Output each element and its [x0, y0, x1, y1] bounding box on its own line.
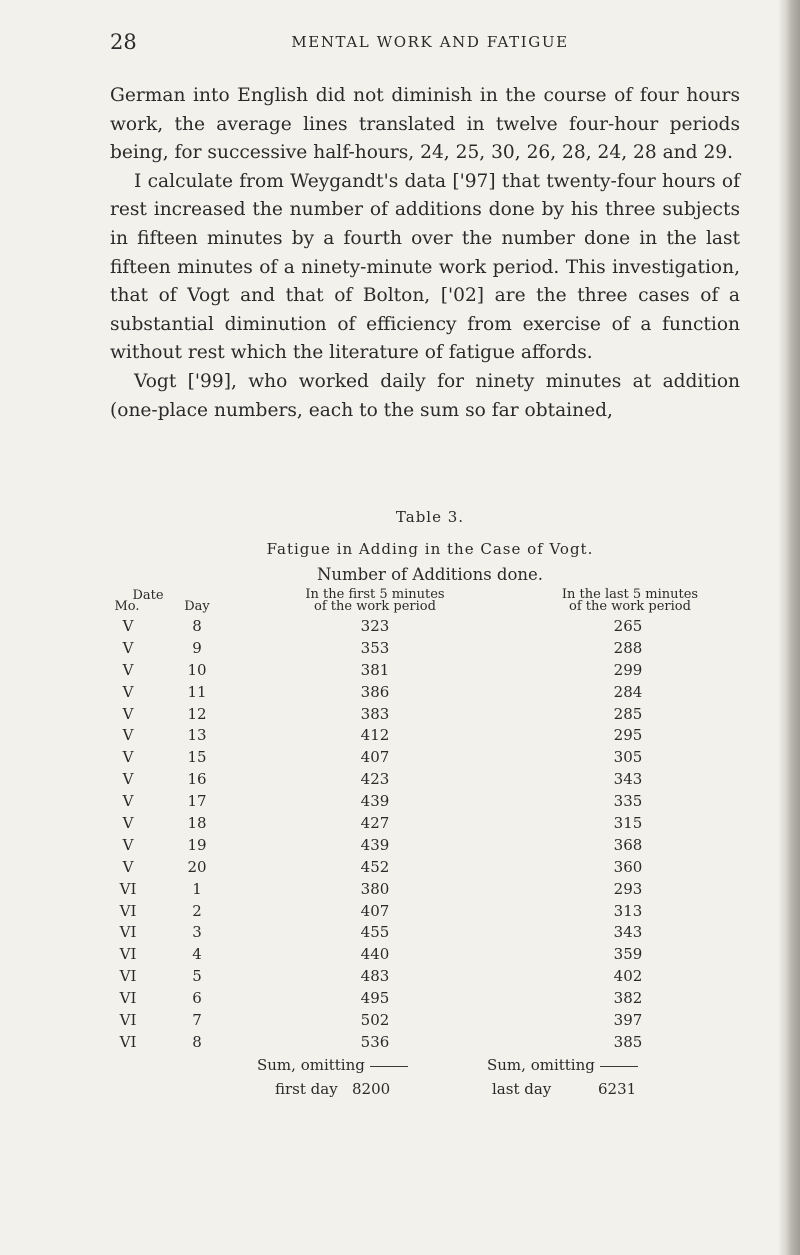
sum-first-label-line1	[257, 1056, 408, 1074]
cell-month: VI	[119, 923, 137, 942]
cell-last: 343	[613, 770, 643, 789]
sum-rule	[600, 1066, 638, 1067]
table-row	[0, 967, 800, 989]
sum-first-value: 8200	[352, 1080, 391, 1098]
cell-month: V	[122, 617, 134, 635]
table-row	[0, 1011, 800, 1033]
cell-month: V	[122, 638, 134, 657]
table-subtitle: Number of Additions done.	[316, 565, 544, 584]
table-row	[0, 617, 800, 639]
cell-last: 402	[613, 967, 643, 986]
cell-day: 6	[192, 989, 202, 1008]
cell-day: 15	[187, 748, 207, 767]
cell-first: 439	[360, 792, 390, 811]
cell-month: VI	[119, 1011, 137, 1030]
cell-first: 412	[360, 726, 390, 745]
table-row	[0, 836, 800, 858]
cell-first: 502	[360, 1011, 390, 1030]
cell-first: 381	[360, 660, 390, 679]
running-title: MENTAL WORK AND FATIGUE	[291, 33, 569, 51]
table-row	[0, 639, 800, 661]
cell-last: 293	[613, 879, 643, 898]
cell-day: 5	[192, 967, 202, 986]
cell-first: 407	[360, 748, 390, 767]
sum-last-label-text: Sum, omitting	[487, 1056, 595, 1074]
table-row	[0, 1033, 800, 1055]
cell-last: 288	[613, 638, 643, 657]
cell-day: 2	[192, 901, 202, 920]
cell-last: 359	[613, 945, 643, 964]
cell-last: 385	[613, 1032, 643, 1051]
table-row	[0, 880, 800, 902]
cell-first: 386	[360, 682, 390, 701]
table-row	[0, 945, 800, 967]
cell-day: 3	[192, 923, 202, 942]
cell-first: 423	[360, 770, 390, 789]
column-header-last-line2: of the work period	[569, 599, 691, 614]
table-row	[0, 748, 800, 770]
cell-last: 360	[613, 857, 643, 876]
cell-day: 13	[187, 726, 207, 745]
cell-month: V	[122, 704, 134, 723]
cell-month: VI	[119, 989, 137, 1008]
cell-day: 1	[192, 879, 202, 898]
cell-first: 323	[360, 617, 390, 635]
cell-day: 17	[187, 792, 207, 811]
cell-first: 427	[360, 814, 390, 833]
paragraph: I calculate from Weygandt's data ['97] that twenty-four hours of rest increased the number of additions done by his three subjects in fifteen minutes by a fourth over the number done in the last fifteen minutes of a ninety-minute work period. This investigation, that of Vogt and that of Bolton, ['02] are the three cases of a substantial diminution of efficiency from exercise of a function without rest which the literature of fatigue affords.	[110, 170, 740, 364]
cell-first: 407	[360, 901, 390, 920]
page-header	[110, 30, 750, 60]
cell-first: 383	[360, 704, 390, 723]
cell-first: 536	[360, 1032, 390, 1051]
cell-day: 8	[192, 617, 202, 635]
table-row	[0, 770, 800, 792]
cell-month: V	[122, 682, 134, 701]
cell-day: 16	[187, 770, 207, 789]
sum-rule	[370, 1066, 408, 1067]
table-row	[0, 683, 800, 705]
cell-day: 18	[187, 814, 207, 833]
cell-last: 368	[613, 835, 643, 854]
cell-month: V	[122, 814, 134, 833]
cell-last: 335	[613, 792, 643, 811]
cell-day: 9	[192, 638, 202, 657]
column-header-day: Day	[184, 599, 210, 614]
cell-day: 19	[187, 835, 207, 854]
table-label: Table 3.	[395, 508, 465, 526]
cell-day: 11	[187, 682, 207, 701]
cell-first: 452	[360, 857, 390, 876]
table-row	[0, 814, 800, 836]
column-header-month: Mo.	[114, 599, 140, 614]
cell-last: 285	[613, 704, 643, 723]
cell-first: 455	[360, 923, 390, 942]
cell-last: 295	[613, 726, 643, 745]
column-header-first-line1: In the first 5 minutes	[305, 587, 445, 602]
page-number: 28	[110, 30, 137, 54]
cell-month: V	[122, 660, 134, 679]
table-title: Fatigue in Adding in the Case of Vogt.	[266, 540, 594, 558]
table-row	[0, 661, 800, 683]
cell-day: 20	[187, 857, 207, 876]
table-row	[0, 858, 800, 880]
cell-last: 284	[613, 682, 643, 701]
table-row	[0, 923, 800, 945]
paragraph: Vogt ['99], who worked daily for ninety minutes at addition (one-place numbers, each to the sum so far obtained,	[110, 370, 740, 421]
cell-day: 7	[192, 1011, 202, 1030]
cell-month: V	[122, 835, 134, 854]
cell-day: 4	[192, 945, 202, 964]
cell-month: V	[122, 792, 134, 811]
cell-day: 10	[187, 660, 207, 679]
cell-first: 353	[360, 638, 390, 657]
cell-last: 313	[613, 901, 643, 920]
cell-day: 12	[187, 704, 207, 723]
cell-last: 265	[613, 617, 643, 635]
cell-month: VI	[119, 1032, 137, 1051]
cell-month: V	[122, 748, 134, 767]
cell-last: 299	[613, 660, 643, 679]
cell-last: 382	[613, 989, 643, 1008]
sum-first-label-line2: first day	[275, 1080, 338, 1098]
table-body	[0, 617, 800, 1055]
cell-month: VI	[119, 945, 137, 964]
cell-month: VI	[119, 879, 137, 898]
cell-month: VI	[119, 967, 137, 986]
cell-last: 315	[613, 814, 643, 833]
cell-last: 397	[613, 1011, 643, 1030]
table-row	[0, 989, 800, 1011]
cell-first: 380	[360, 879, 390, 898]
table-row	[0, 726, 800, 748]
cell-month: V	[122, 726, 134, 745]
cell-first: 439	[360, 835, 390, 854]
table-row	[0, 792, 800, 814]
column-header-last-line1: In the last 5 minutes	[561, 587, 699, 602]
sum-first-label-text: Sum, omitting	[257, 1056, 365, 1074]
table-row	[0, 705, 800, 727]
cell-month: V	[122, 857, 134, 876]
column-header-first-line2: of the work period	[314, 599, 436, 614]
sum-last-label-line1	[487, 1056, 638, 1074]
cell-first: 440	[360, 945, 390, 964]
column-header-date: Date	[132, 588, 164, 603]
cell-month: V	[122, 770, 134, 789]
cell-month: VI	[119, 901, 137, 920]
cell-day: 8	[192, 1032, 202, 1051]
cell-last: 305	[613, 748, 643, 767]
sum-last-label-line2: last day	[492, 1080, 552, 1098]
body-text	[110, 82, 740, 425]
cell-first: 483	[360, 967, 390, 986]
cell-first: 495	[360, 989, 390, 1008]
cell-last: 343	[613, 923, 643, 942]
table-row	[0, 902, 800, 924]
sum-last-value: 6231	[598, 1080, 637, 1098]
paragraph: German into English did not diminish in the course of four hours work, the average lines translated in twelve four-hour periods being, for successive half-hours, 24, 25, 30, 26, 28, 24, 28 and 29.	[110, 85, 740, 164]
